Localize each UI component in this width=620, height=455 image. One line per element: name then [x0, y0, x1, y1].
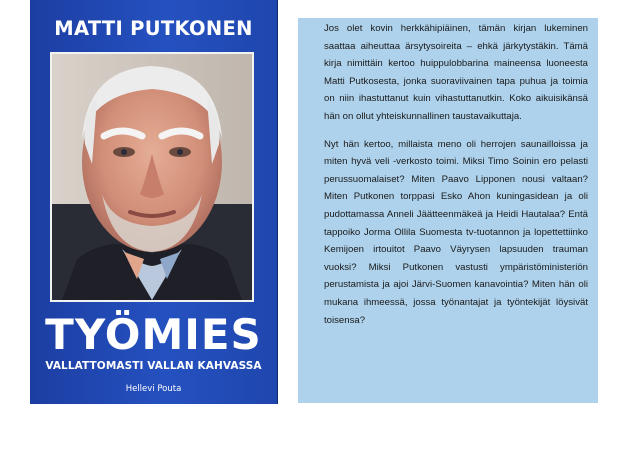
book-subtitle: VALLATTOMASTI VALLAN KAHVASSA [45, 360, 262, 372]
portrait-image [52, 54, 252, 300]
book-title: TYÖMIES [45, 310, 262, 359]
blurb-paragraph-1: Jos olet kovin herkkähipiäinen, tämän kirjan lukeminen saattaa aiheuttaa ärsytysoireita – ehkä järkytystäkin. Tämä kirja nimittäin kertoo huippulobbarina maineensa luoneesta Matti Putkosesta, jonka suoraviivainen tapa puhua ja toimia on niin ihastuttanut kuin vihastuttanutkin. Koko aikuisikänsä hän on ollut yhteiskunnallinen taustavaikuttaja. [324, 23, 588, 122]
blurb-paragraph-2: Nyt hän kertoo, millaista meno oli herrojen saunailloissa ja miten hyvä veli -verkosto toimi. Miksi Timo Soinin ero pelasti perussuomalaiset? Miten Paavo Lipponen nousi valtaan? Miten Putkonen torppasi Esko Ahon kuningasidean ja oli pudottamassa Anneli Jäätteenmäkeä ja Heidi Hautalaa? Entä tappoiko Jorma Ollila Suomesta tv-tuotannon ja lopettettiinko Kemijoen irtouitot Paavo Väyrysen lapsuuden trauman vuoksi? Miksi Putkonen vastusti ympäristöministeriön perustamista ja ajoi Järvi-Suomen kanavointia? Miten hän oli mukana ihmeessä, jossa työnantajat ja työntekijät löysivät toisensa? [324, 138, 588, 326]
back-cover [298, 18, 598, 403]
book-writer: Hellevi Pouta [125, 384, 182, 394]
front-cover [30, 0, 277, 404]
cover-portrait [50, 52, 254, 302]
author-name: MATTI PUTKONEN [54, 17, 253, 40]
